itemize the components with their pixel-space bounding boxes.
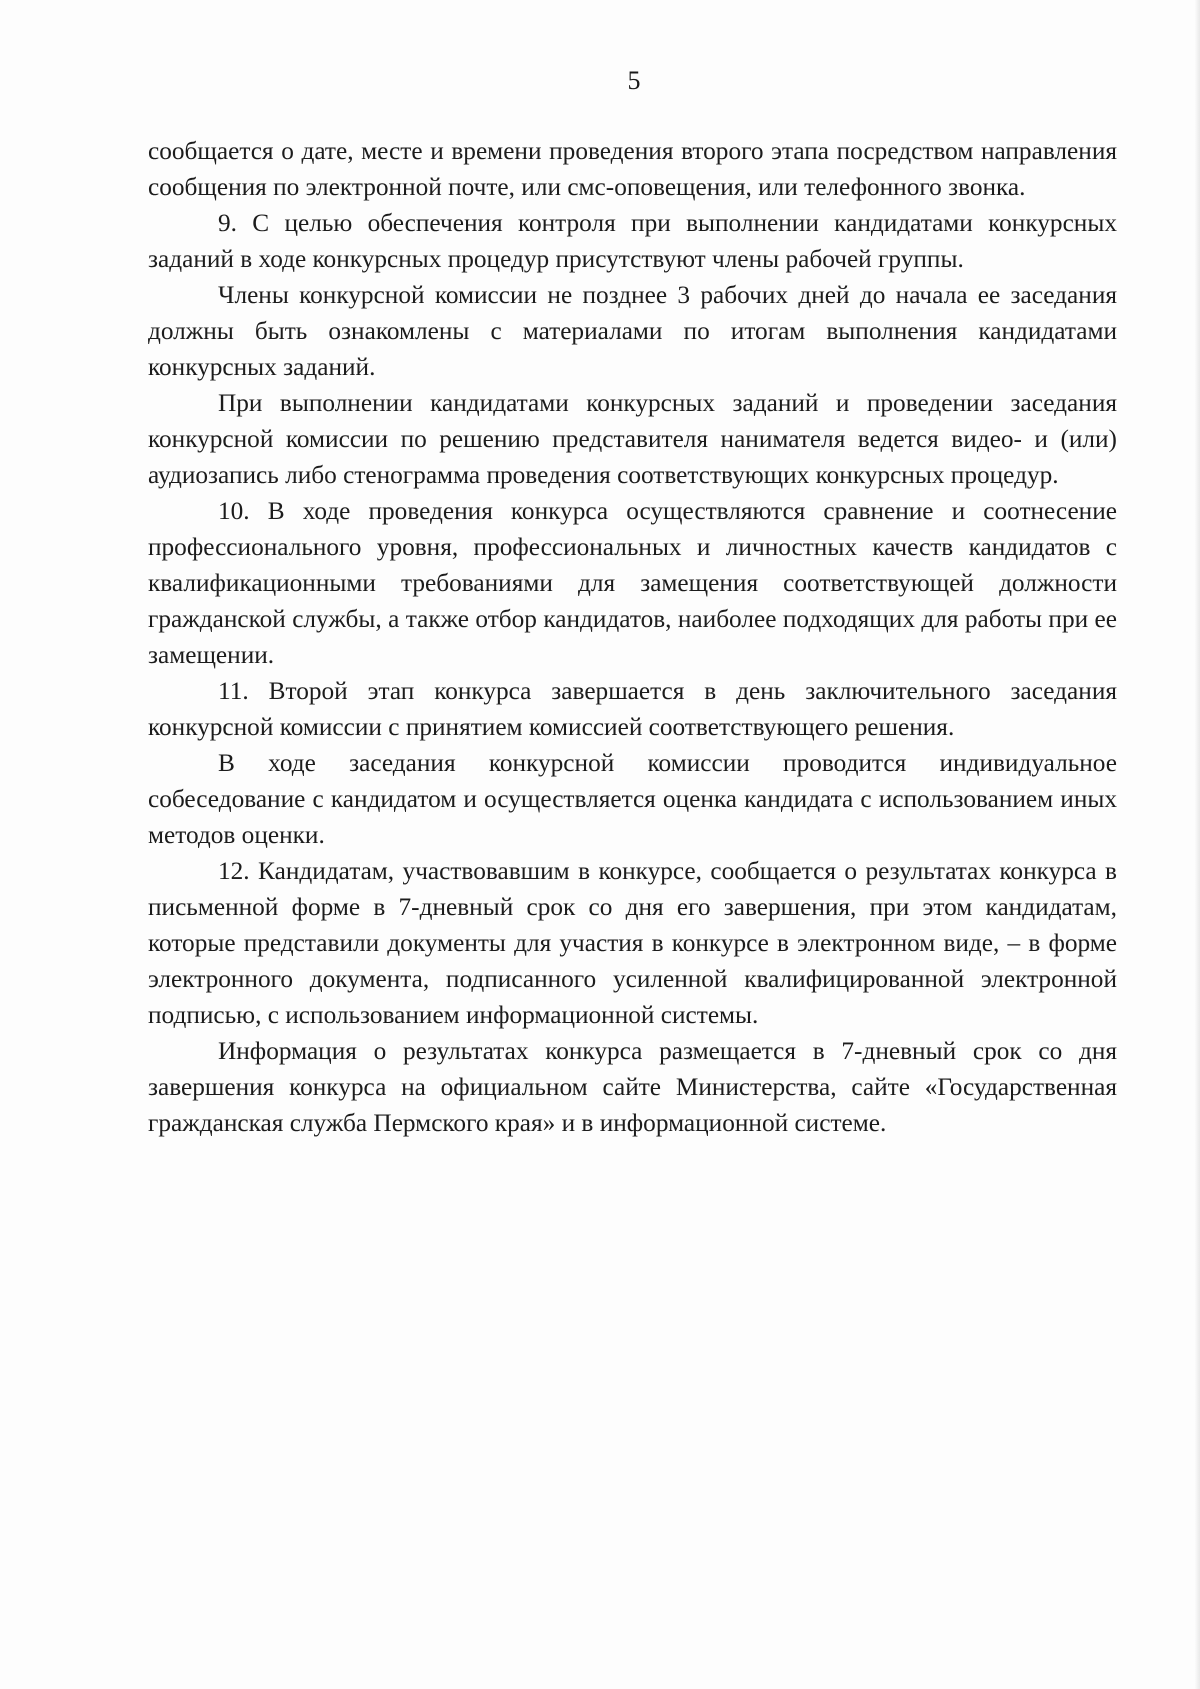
page-number: 5 [627,66,641,95]
paragraph-item-12: 12. Кандидатам, участвовавшим в конкурсе, сообщается о результатах конкурса в письменной форме в 7-дневный срок со дня его завершения, при этом кандидатам, которые представили документы для участия в конкурсе в электронном виде, – в форме электронного документа, подписанного усиленной квалифицированной электронной подписью, с использованием информационной системы. [148,857,1117,1029]
paragraph-item-11: 11. Второй этап конкурса завершается в день заключительного заседания конкурсной комиссии с принятием комиссией соответствующего решения. [148,677,1117,741]
paragraph-interview: В ходе заседания конкурсной комиссии проводится индивидуальное собеседование с кандидатом и осуществляется оценка кандидата с использованием иных методов оценки. [148,749,1117,849]
document-body [148,133,1117,1141]
scan-edge-shadow [1194,0,1200,1689]
paragraph-commission-materials: Члены конкурсной комиссии не позднее 3 рабочих дней до начала ее заседания должны быть ознакомлены с материалами по итогам выполнения кандидатами конкурсных заданий. [148,281,1117,381]
paragraph-item-9: 9. С целью обеспечения контроля при выполнении кандидатами конкурсных заданий в ходе конкурсных процедур присутствуют члены рабочей группы. [148,209,1117,273]
paragraph-item-10: 10. В ходе проведения конкурса осуществляются сравнение и соотнесение профессионального уровня, профессиональных и личностных качеств кандидатов с квалификационными требованиями для замещения соответствующей должности гражданской службы, а также отбор кандидатов, наиболее подходящих для работы при ее замещении. [148,497,1117,669]
paragraph-results-publication: Информация о результатах конкурса размещается в 7-дневный срок со дня завершения конкурса на официальном сайте Министерства, сайте «Государственная гражданская служба Пермского края» и в информационной системе. [148,1037,1117,1137]
paragraph-continuation: сообщается о дате, месте и времени проведения второго этапа посредством направления сообщения по электронной почте, или смс-оповещения, или телефонного звонка. [148,137,1117,201]
paragraph-recording: При выполнении кандидатами конкурсных заданий и проведении заседания конкурсной комиссии по решению представителя нанимателя ведется видео- и (или) аудиозапись либо стенограмма проведения соответствующих конкурсных процедур. [148,389,1117,489]
